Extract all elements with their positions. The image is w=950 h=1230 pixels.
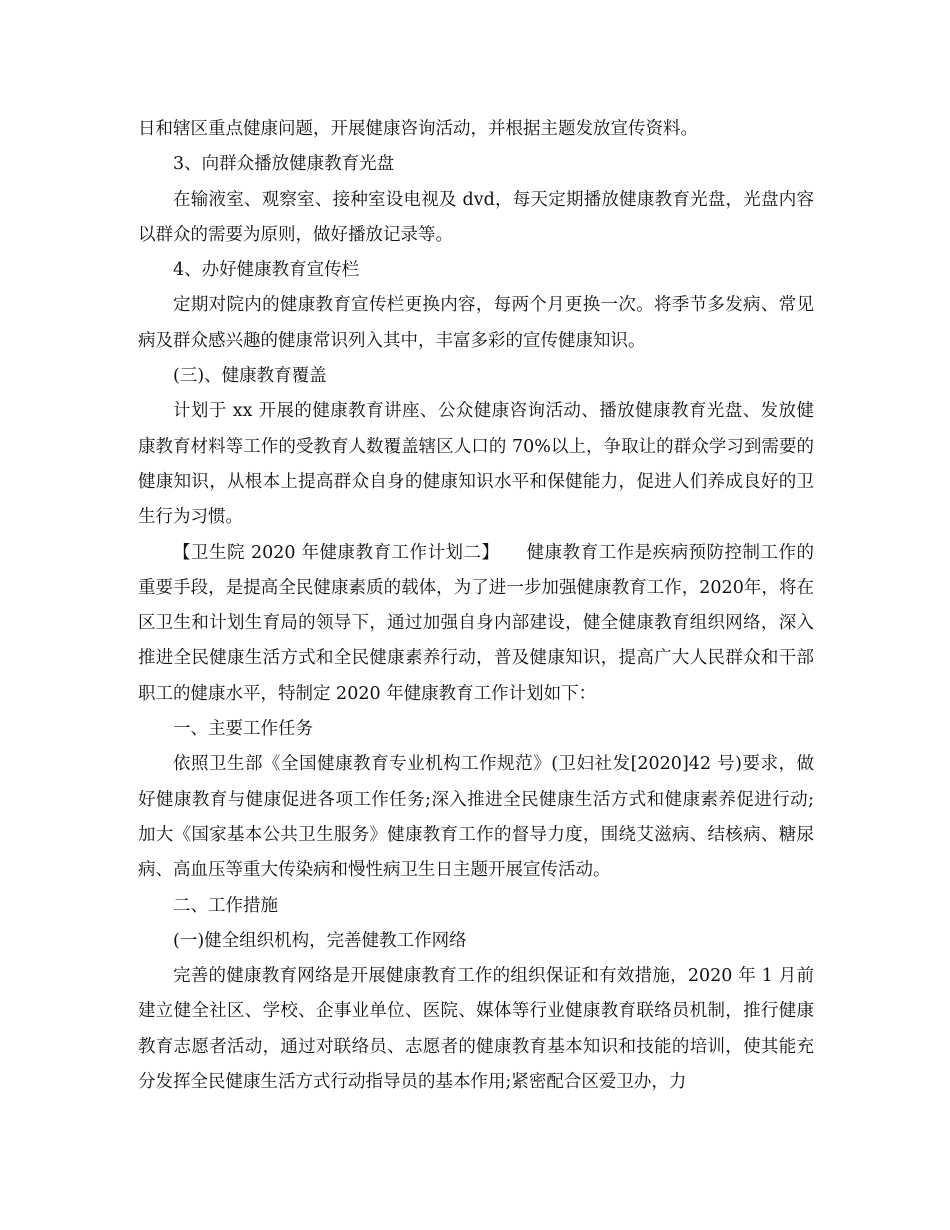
paragraph-13: 完善的健康教育网络是开展健康教育工作的组织保证和有效措施，2020 年 1 月前建立健全社区、学校、企事业单位、医院、媒体等行业健康教育联络员机制，推行健康教育志愿者活动，通过对联络员、志愿者的健康教育基本知识和技能的培训，使其能充分发挥全民健康生活方式行动指导员的基本作用;紧密配合区爱卫办，力 [138,966,814,1093]
paragraph-1: 日和辖区重点健康问题，开展健康咨询活动，并根据主题发放宣传资料。 [138,119,698,139]
paragraph-7: 计划于 xx 开展的健康教育讲座、公众健康咨询活动、播放健康教育光盘、发放健康教育材料等工作的受教育人数覆盖辖区人口的 70%以上，争取让的群众学习到需要的健康知识，从根本上提高群众自身的健康知识水平和保健能力，促进人们养成良好的卫生行为习惯。 [138,401,814,528]
paragraph-10: 依照卫生部《全国健康教育专业机构工作规范》(卫妇社发[2020]42 号)要求，做好健康教育与健康促进各项工作任务;深入推进全民健康生活方式和健康素养促进行动;加大《国家基本公共卫生服务》健康教育工作的督导力度，围绕艾滋病、结核病、糖尿病、高血压等重大传染病和慢性病卫生日主题开展宣传活动。 [138,754,814,881]
section-heading-3: 3、向群众播放健康教育光盘 [173,154,395,175]
section-heading-4: 4、办好健康教育宣传栏 [173,260,360,281]
paragraph-plan-two: 【卫生院 2020 年健康教育工作计划二】 健康教育工作是疾病预防控制工作的重要手段，是提高全民健康素质的载体，为了进一步加强健康教育工作，2020年，将在区卫生和计划生育局的领导下，通过加强自身内部建设，健全健康教育组织网络，深入推进全民健康生活方式和全民健康素养行动，普及健康知识，提高广大人民群众和干部职工的健康水平，特制定 2020 年健康教育工作计划如下： [138,542,814,704]
subsection-heading-organization: (一)健全组织机构，完善健教工作网络 [173,930,467,951]
paragraph-3: 在输液室、观察室、接种室设电视及 dvd，每天定期播放健康教育光盘，光盘内容以群众的需要为原则，做好播放记录等。 [138,189,814,245]
document-body [138,112,814,1100]
paragraph-5: 定期对院内的健康教育宣传栏更换内容，每两个月更换一次。将季节多发病、常见病及群众感兴趣的健康常识列入其中，丰富多彩的宣传健康知识。 [138,295,814,351]
section-heading-coverage: (三)、健康教育覆盖 [173,366,327,387]
section-heading-measures: 二、工作措施 [173,895,278,916]
section-heading-main-tasks: 一、主要工作任务 [173,719,313,740]
